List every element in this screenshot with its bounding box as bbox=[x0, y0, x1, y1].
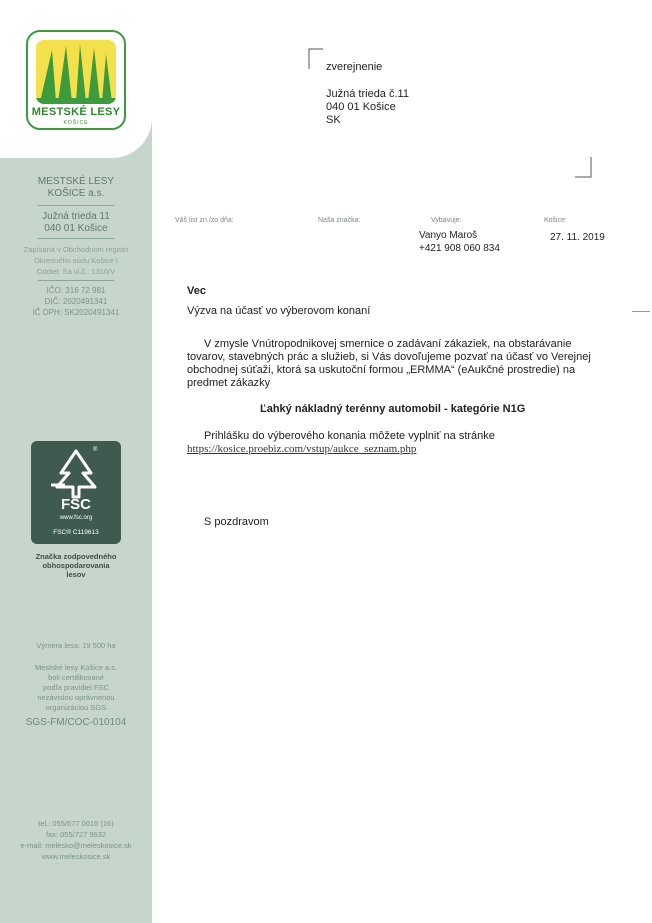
sidebar-company bbox=[0, 176, 152, 200]
fsc-caption-line: lesov bbox=[66, 570, 86, 579]
mestske-lesy-logo bbox=[26, 30, 126, 130]
logo-emblem bbox=[36, 40, 116, 104]
fsc-tree-icon bbox=[31, 445, 121, 501]
body-line: V zmysle Vnútropodnikovej smernice o zadávaní zákaziek, na obstarávanie bbox=[204, 338, 572, 350]
handled-by-name: Vanyo Maroš bbox=[419, 230, 478, 241]
cert-line: podľa pravidiel FSC bbox=[43, 683, 109, 692]
handled-by-phone: +421 908 060 834 bbox=[419, 243, 500, 254]
fsc-code: FSC® C119613 bbox=[53, 529, 99, 536]
body-line: tovarov, stavebných prác a služieb, si Vás dovoľujeme pozvať na účasť vo Verejnej bbox=[187, 351, 591, 363]
ico: IČO: 316 72 981 bbox=[46, 286, 106, 295]
closing: S pozdravom bbox=[204, 516, 269, 528]
fsc-badge bbox=[31, 441, 121, 544]
subject-label: Vec bbox=[187, 285, 206, 297]
forest-area: Výmera lesa: 19 500 ha bbox=[36, 641, 116, 650]
fsc-registered-mark: ® bbox=[93, 447, 98, 453]
address-city: 040 01 Košice bbox=[44, 223, 108, 234]
certification-text bbox=[0, 663, 152, 713]
sidebar-registry bbox=[0, 244, 152, 277]
sidebar-ids bbox=[0, 285, 152, 318]
registry-line: Okresného súdu Košice I bbox=[34, 256, 118, 265]
body-line: obchodnej súťaži, ktorá sa uskutoční formou „ERMMA“ (eAukčné prostredie) na bbox=[187, 364, 576, 376]
tender-item-title: Ľahký nákladný terénny automobil - kategórie N1G bbox=[260, 403, 526, 415]
subject-text: Výzva na účasť vo výberovom konaní bbox=[187, 305, 371, 317]
sidebar-address bbox=[0, 211, 152, 235]
company-suffix: KOŠICE a.s. bbox=[47, 188, 105, 199]
icdph: IČ DPH: SK2020491341 bbox=[32, 308, 120, 317]
tree-emblem-icon bbox=[36, 40, 116, 104]
email: e-mail: melesko@meleskosice.sk bbox=[20, 841, 132, 850]
certification-code: SGS-FM/COC-010104 bbox=[25, 717, 127, 728]
our-reference-label: Naša značka: bbox=[318, 217, 361, 224]
your-letter-label: Váš list zn./zo dňa: bbox=[175, 217, 234, 224]
cert-line: boli certifikované bbox=[48, 673, 104, 682]
recipient-country: SK bbox=[326, 114, 341, 126]
fax: fax: 055/727 9632 bbox=[45, 830, 107, 839]
sidebar-divider bbox=[38, 205, 114, 206]
sidebar-divider bbox=[38, 238, 114, 239]
cert-line: Mestské lesy Košice a.s. bbox=[34, 663, 118, 672]
fsc-caption-line: Značka zodpovedného bbox=[35, 552, 117, 561]
registry-line: Oddiel: Sa vl.č.: 1310/V bbox=[36, 267, 116, 276]
registry-line: Zapísaná v Obchodnom registri bbox=[23, 245, 129, 254]
fold-mark bbox=[632, 311, 650, 312]
handled-by-label: Vybavuje: bbox=[431, 217, 462, 224]
recipient-name: zverejnenie bbox=[326, 61, 383, 73]
address-corner-mark bbox=[574, 156, 592, 178]
body-line: predmet zákazky bbox=[187, 377, 271, 389]
letter-date: 27. 11. 2019 bbox=[550, 232, 605, 243]
phone: tel.: 055/677 0015 (16) bbox=[38, 819, 114, 828]
fsc-name: FSC bbox=[61, 496, 91, 513]
auction-link[interactable]: https://kosice.proebiz.com/vstup/aukce_seznam.php bbox=[187, 443, 417, 455]
logo-subtext: KOŠICE bbox=[63, 120, 89, 126]
body-line: Prihlášku do výberového konania môžete vyplniť na stránke bbox=[204, 430, 495, 442]
address-street: Južná trieda 11 bbox=[42, 211, 110, 222]
cert-line: organizáciou SGS bbox=[45, 703, 107, 712]
sidebar-contact bbox=[0, 818, 152, 862]
dic: DIČ: 2020491341 bbox=[44, 297, 108, 306]
sidebar-divider bbox=[38, 280, 114, 281]
fsc-caption bbox=[0, 552, 152, 579]
letterhead-sidebar bbox=[0, 0, 152, 923]
website: www.meleskosice.sk bbox=[41, 852, 111, 861]
fsc-caption-line: obhospodarovania bbox=[42, 561, 110, 570]
fsc-web: www.fsc.org bbox=[59, 515, 93, 521]
recipient-city: 040 01 Košice bbox=[326, 101, 396, 113]
location-label: Košice: bbox=[544, 217, 567, 224]
company-name: MESTSKÉ LESY bbox=[37, 176, 115, 187]
logo-text: MESTSKÉ LESY bbox=[31, 106, 121, 118]
recipient-street: Južná trieda č.11 bbox=[326, 88, 409, 100]
address-corner-mark bbox=[308, 48, 324, 70]
cert-line: nezávislou oprávnenou bbox=[37, 693, 115, 702]
